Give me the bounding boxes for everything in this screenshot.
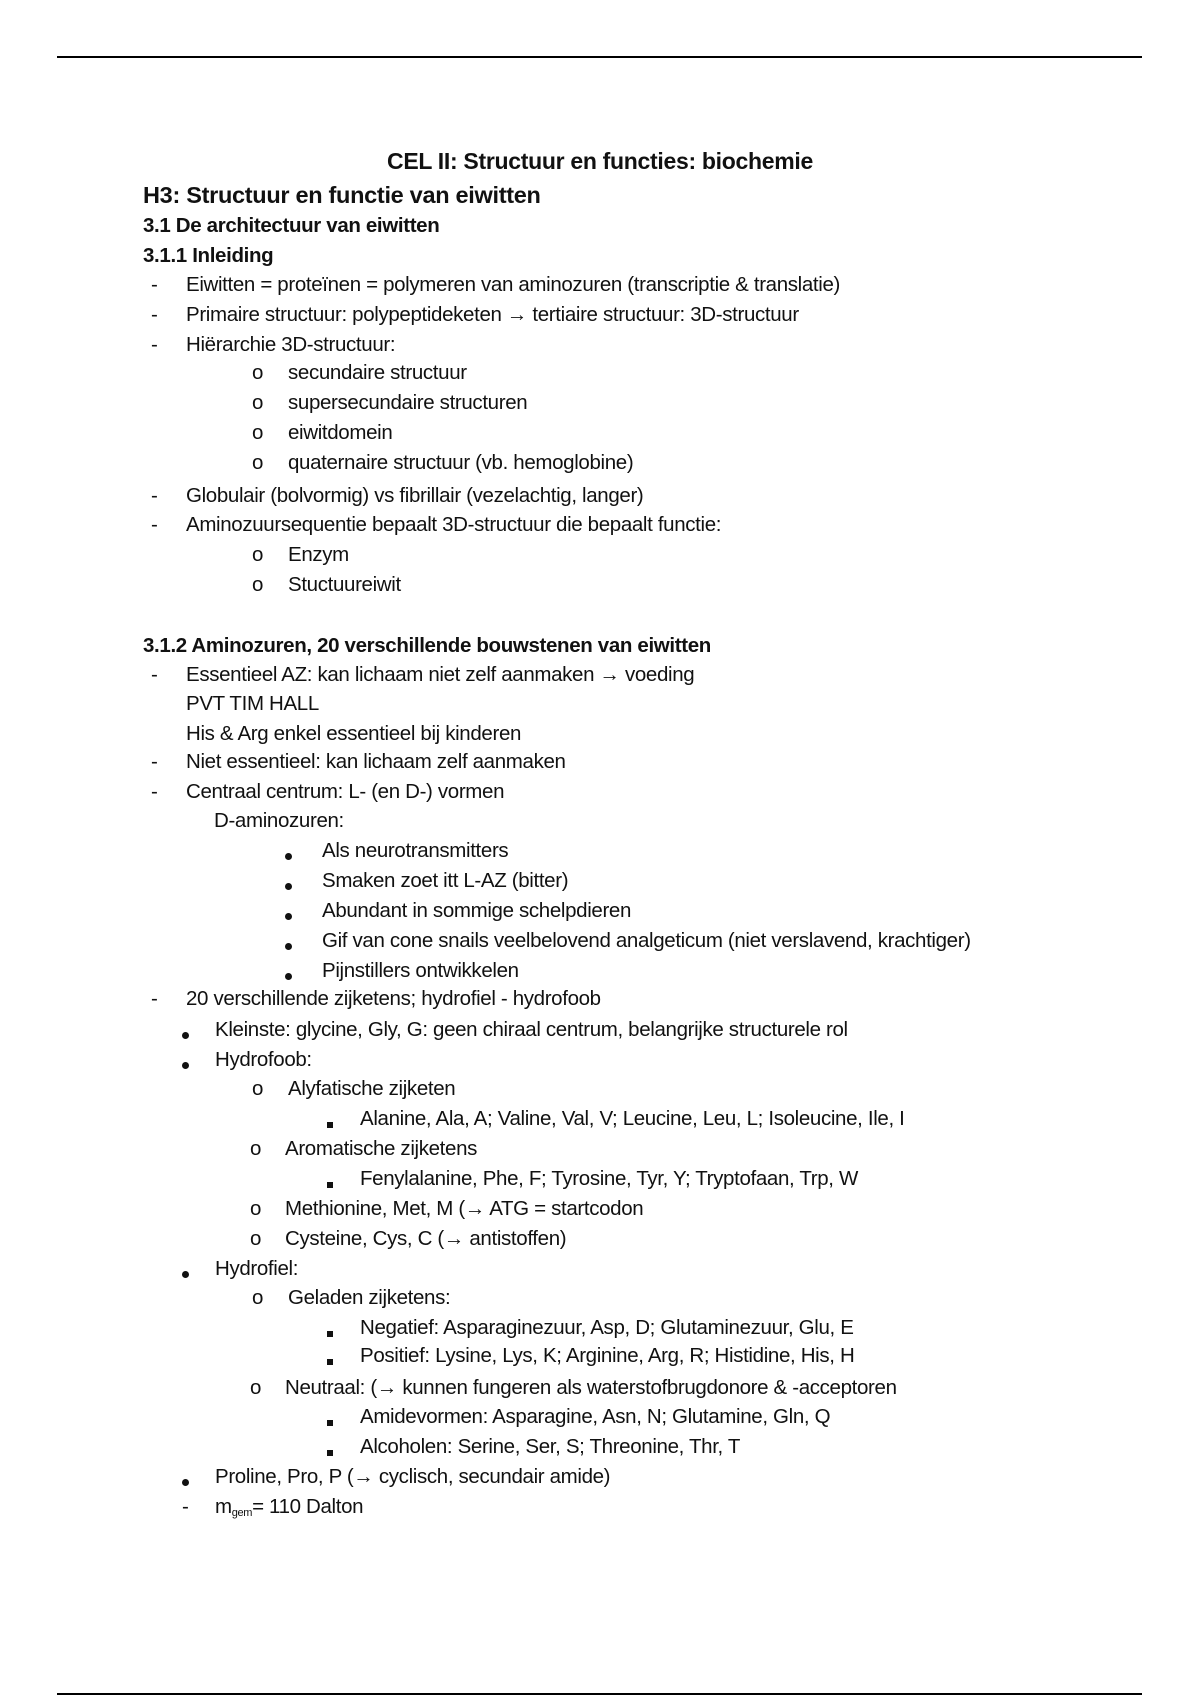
list-marker: -: [151, 780, 158, 803]
square-bullet-icon: [327, 1352, 333, 1370]
list-marker: o: [252, 1286, 264, 1309]
page-title: CEL II: Structuur en functies: biochemie: [387, 148, 813, 174]
list-item: Negatief: Asparaginezuur, Asp, D; Glutaminezuur, Glu, E: [360, 1316, 854, 1339]
bullet-icon: [285, 907, 292, 925]
bullet-icon: [285, 967, 292, 985]
list-item: Enzym: [288, 543, 349, 566]
list-marker: -: [151, 987, 158, 1010]
bullet-icon: [182, 1026, 189, 1044]
bullet-icon: [285, 937, 292, 955]
square-bullet-icon: [327, 1324, 333, 1342]
footer-rule: [57, 1693, 1142, 1695]
list-marker: o: [252, 543, 264, 566]
list-item: Aminozuursequentie bepaalt 3D-structuur die bepaalt functie:: [186, 513, 722, 536]
list-marker: o: [250, 1137, 262, 1160]
list-marker: -: [151, 303, 158, 326]
list-marker: o: [252, 361, 264, 384]
bullet-icon: [285, 847, 292, 865]
list-item: quaternaire structuur (vb. hemoglobine): [288, 451, 634, 474]
header-rule: [57, 56, 1142, 58]
list-item: Hiërarchie 3D-structuur:: [186, 333, 396, 356]
list-item: Alcoholen: Serine, Ser, S; Threonine, Thr, T: [360, 1435, 741, 1458]
list-item-continuation: D-aminozuren:: [214, 809, 344, 832]
list-item: Alyfatische zijketen: [288, 1077, 456, 1100]
formula-line: [215, 1493, 363, 1527]
list-item: supersecundaire structuren: [288, 391, 528, 414]
list-marker: -: [151, 484, 158, 507]
list-item-continuation: PVT TIM HALL: [186, 692, 319, 715]
formula-m: m: [215, 1495, 232, 1518]
list-marker: -: [151, 663, 158, 686]
list-item: Hydrofiel:: [215, 1257, 299, 1280]
list-item: Stuctuureiwit: [288, 573, 401, 596]
list-item: Als neurotransmitters: [322, 839, 509, 862]
list-item: Eiwitten = proteïnen = polymeren van aminozuren (transcriptie & translatie): [186, 273, 841, 296]
list-item: secundaire structuur: [288, 361, 467, 384]
subsection-heading: 3.1.1 Inleiding: [143, 244, 274, 267]
list-item: eiwitdomein: [288, 421, 393, 444]
list-item: Aromatische zijketens: [285, 1137, 478, 1160]
list-marker: -: [182, 1495, 189, 1518]
list-marker: o: [252, 391, 264, 414]
list-item: Essentieel AZ: kan lichaam niet zelf aanmaken → voeding: [186, 663, 695, 686]
list-item: Primaire structuur: polypeptideketen → tertiaire structuur: 3D-structuur: [186, 303, 799, 326]
list-marker: o: [250, 1197, 262, 1220]
list-marker: -: [151, 333, 158, 356]
list-marker: o: [252, 451, 264, 474]
list-item: Methionine, Met, M (→ ATG = startcodon: [285, 1197, 644, 1220]
bullet-icon: [182, 1473, 189, 1491]
list-item: Pijnstillers ontwikkelen: [322, 959, 519, 982]
square-bullet-icon: [327, 1413, 333, 1431]
list-item: Gif van cone snails veelbelovend analgeticum (niet verslavend, krachtiger): [322, 929, 971, 952]
list-item: Cysteine, Cys, C (→ antistoffen): [285, 1227, 567, 1250]
list-marker: o: [250, 1376, 262, 1399]
list-marker: o: [252, 421, 264, 444]
list-marker: -: [151, 273, 158, 296]
bullet-icon: [285, 877, 292, 895]
list-marker: o: [250, 1227, 262, 1250]
chapter-heading: H3: Structuur en functie van eiwitten: [143, 182, 541, 208]
list-item: Centraal centrum: L- (en D-) vormen: [186, 780, 505, 803]
list-item: Abundant in sommige schelpdieren: [322, 899, 632, 922]
list-marker: o: [252, 573, 264, 596]
list-item: Positief: Lysine, Lys, K; Arginine, Arg, R; Histidine, His, H: [360, 1344, 855, 1367]
list-item-continuation: His & Arg enkel essentieel bij kinderen: [186, 722, 522, 745]
list-marker: -: [151, 750, 158, 773]
list-item: 20 verschillende zijketens; hydrofiel - hydrofoob: [186, 987, 601, 1010]
subsection-heading: 3.1.2 Aminozuren, 20 verschillende bouwstenen van eiwitten: [143, 634, 711, 657]
list-item: Globulair (bolvormig) vs fibrillair (vezelachtig, langer): [186, 484, 644, 507]
list-item: Niet essentieel: kan lichaam zelf aanmaken: [186, 750, 566, 773]
list-marker: -: [151, 513, 158, 536]
list-marker: o: [252, 1077, 264, 1100]
section-heading: 3.1 De architectuur van eiwitten: [143, 214, 440, 237]
list-item: Geladen zijketens:: [288, 1286, 451, 1309]
formula-value: = 110 Dalton: [252, 1495, 364, 1518]
formula-subscript: gem: [231, 1507, 253, 1519]
bullet-icon: [182, 1056, 189, 1074]
list-item: Hydrofoob:: [215, 1048, 312, 1071]
square-bullet-icon: [327, 1175, 333, 1193]
list-item: Proline, Pro, P (→ cyclisch, secundair amide): [215, 1465, 611, 1488]
list-item: Smaken zoet itt L-AZ (bitter): [322, 869, 569, 892]
square-bullet-icon: [327, 1443, 333, 1461]
list-item: Alanine, Ala, A; Valine, Val, V; Leucine, Leu, L; Isoleucine, Ile, I: [360, 1107, 905, 1130]
list-item: Fenylalanine, Phe, F; Tyrosine, Tyr, Y; Tryptofaan, Trp, W: [360, 1167, 858, 1190]
bullet-icon: [182, 1265, 189, 1283]
list-item: Amidevormen: Asparagine, Asn, N; Glutamine, Gln, Q: [360, 1405, 831, 1428]
square-bullet-icon: [327, 1115, 333, 1133]
list-item: Kleinste: glycine, Gly, G: geen chiraal centrum, belangrijke structurele rol: [215, 1018, 848, 1041]
list-item: Neutraal: (→ kunnen fungeren als waterstofbrugdonore & -acceptoren: [285, 1376, 897, 1399]
